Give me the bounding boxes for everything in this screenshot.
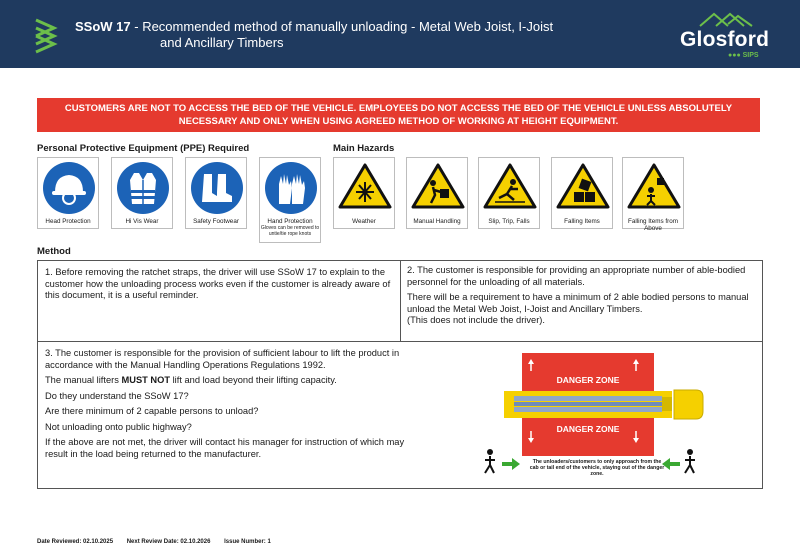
ppe-tile-hand	[259, 157, 321, 243]
hazard-label: Falling Items from Above	[627, 218, 679, 232]
person-right-icon	[685, 449, 695, 473]
ppe-heading: Personal Protective Equipment (PPE) Required	[37, 143, 250, 154]
timber-load	[514, 407, 662, 412]
ppe-label: Head Protection	[45, 218, 91, 225]
timber-load	[514, 396, 662, 401]
step-1-text: 1. Before removing the ratchet straps, the driver will use SSoW 17 to explain to the customer how the unloading process works even if the customer is already aware of this document, it is a useful reminder.	[45, 267, 391, 300]
next-review-date: Next Review Date: 02.10.2026	[126, 539, 211, 545]
ppe-label: Safety Footwear	[193, 218, 239, 225]
title-code: SSoW 17	[75, 19, 131, 34]
ppe-tile-head	[37, 157, 99, 229]
step-2-text: 2. The customer is responsible for providing an appropriate number of able-bodied personnel for the unloading of all materials.	[407, 265, 746, 287]
method-step-1	[37, 260, 401, 342]
capacity-text-c: lift and load beyond their lifting capacity.	[170, 375, 337, 385]
warning-banner: CUSTOMERS ARE NOT TO ACCESS THE BED OF THE VEHICLE. EMPLOYEES DO NOT ACCESS THE BED OF THE VEHICLE UNLESS ABSOLUTELY NECESSARY AND ONLY WHEN USING AGREED METHOD OF WORKING AT HEIGHT EQUIPMENT.	[37, 98, 760, 132]
ppe-label: Hi Vis Wear	[125, 218, 159, 225]
hazard-label: Manual Handling	[413, 218, 461, 225]
title-separator: -	[130, 19, 143, 34]
hazard-label: Weather	[352, 218, 376, 225]
hazard-tile-falling-above	[622, 157, 684, 232]
safety-boots-icon	[191, 162, 243, 214]
weather-hazard-icon	[338, 162, 392, 210]
vehicle-diagram	[500, 353, 710, 457]
ppe-label: Hand Protection	[267, 218, 313, 225]
hazard-tile-weather	[333, 157, 395, 229]
page-title	[75, 19, 595, 51]
timber-load	[514, 402, 662, 406]
arrow-up-icon	[528, 359, 639, 371]
hazard-label: Falling Items	[564, 218, 600, 225]
capacity-text-a: The manual lifters	[45, 375, 122, 385]
falling-items-hazard-icon	[556, 162, 610, 210]
company-logo	[676, 10, 772, 62]
step-2-requirement: There will be a requirement to have a minimum of 2 able bodied persons to manual unload the Metal Web Joist, I-Joist and Ancillary Timbers.	[407, 292, 749, 314]
header-bar	[0, 0, 800, 68]
vehicle-cab	[674, 390, 703, 419]
method-step-2	[400, 260, 763, 342]
date-reviewed: Date Reviewed: 02.10.2025	[37, 539, 114, 545]
step-3-capacity	[45, 375, 407, 387]
step-3-question-2: Are there minimum of 2 capable persons to unload?	[45, 406, 259, 416]
footer	[37, 539, 283, 545]
method-heading: Method	[37, 246, 71, 257]
hazards-heading: Main Hazards	[333, 143, 395, 154]
roof-logo-icon	[698, 10, 754, 30]
vehicle-connector	[662, 397, 672, 411]
step-3-question-3: Not unloading onto public highway?	[45, 421, 192, 432]
manual-handling-hazard-icon	[411, 162, 465, 210]
logo-wordmark: Glosford	[680, 28, 770, 51]
hazard-tile-manual-handling	[406, 157, 468, 229]
hazard-label: Slip, Trip, Falls	[488, 218, 530, 225]
danger-zone-top-label: DANGER ZONE	[556, 375, 620, 385]
ppe-tile-footwear	[185, 157, 247, 229]
step-3-question-1: Do they understand the SSoW 17?	[45, 390, 189, 401]
hazard-tile-slip	[478, 157, 540, 229]
hard-hat-icon	[43, 162, 95, 214]
title-line-1: Recommended method of manually unloading - Metal Web Joist, I-Joist	[142, 19, 554, 34]
approach-caption: The unloaders/customers to only approach from the cab or tail end of the vehicle, staying out of the danger zone.	[529, 459, 665, 477]
title-line-2: and Ancillary Timbers	[160, 35, 284, 50]
step-3-fallback: If the above are not met, the driver will contact his manager for instruction of which may result in the load being returned to the manufacturer.	[45, 437, 405, 459]
danger-zone-bottom-label: DANGER ZONE	[556, 424, 620, 434]
logo-sips-text: SIPS	[742, 52, 759, 59]
ppe-note: Gloves can be removed to untie/tie rope knots	[260, 225, 320, 237]
slip-trip-hazard-icon	[483, 162, 537, 210]
arrow-down-icon	[528, 431, 639, 443]
person-left-icon	[485, 449, 495, 473]
step-2-note: (This does not include the driver).	[407, 315, 545, 325]
falling-from-above-hazard-icon	[627, 162, 681, 210]
ppe-tile-hivis	[111, 157, 173, 229]
hazard-tile-falling-items	[551, 157, 613, 229]
capacity-emphasis: MUST NOT	[121, 375, 171, 385]
chevron-stripes-icon	[34, 16, 60, 54]
logo-subtitle: ●●● SIPS	[728, 52, 759, 59]
gloves-icon	[265, 162, 317, 214]
hi-vis-vest-icon	[117, 162, 169, 214]
step-3-text: 3. The customer is responsible for the provision of sufficient labour to lift the product in accordance with the Manual Handling Operations Regulations 1992.	[45, 348, 400, 370]
arrow-right-icon	[502, 458, 520, 470]
issue-number: Issue Number: 1	[224, 539, 271, 545]
